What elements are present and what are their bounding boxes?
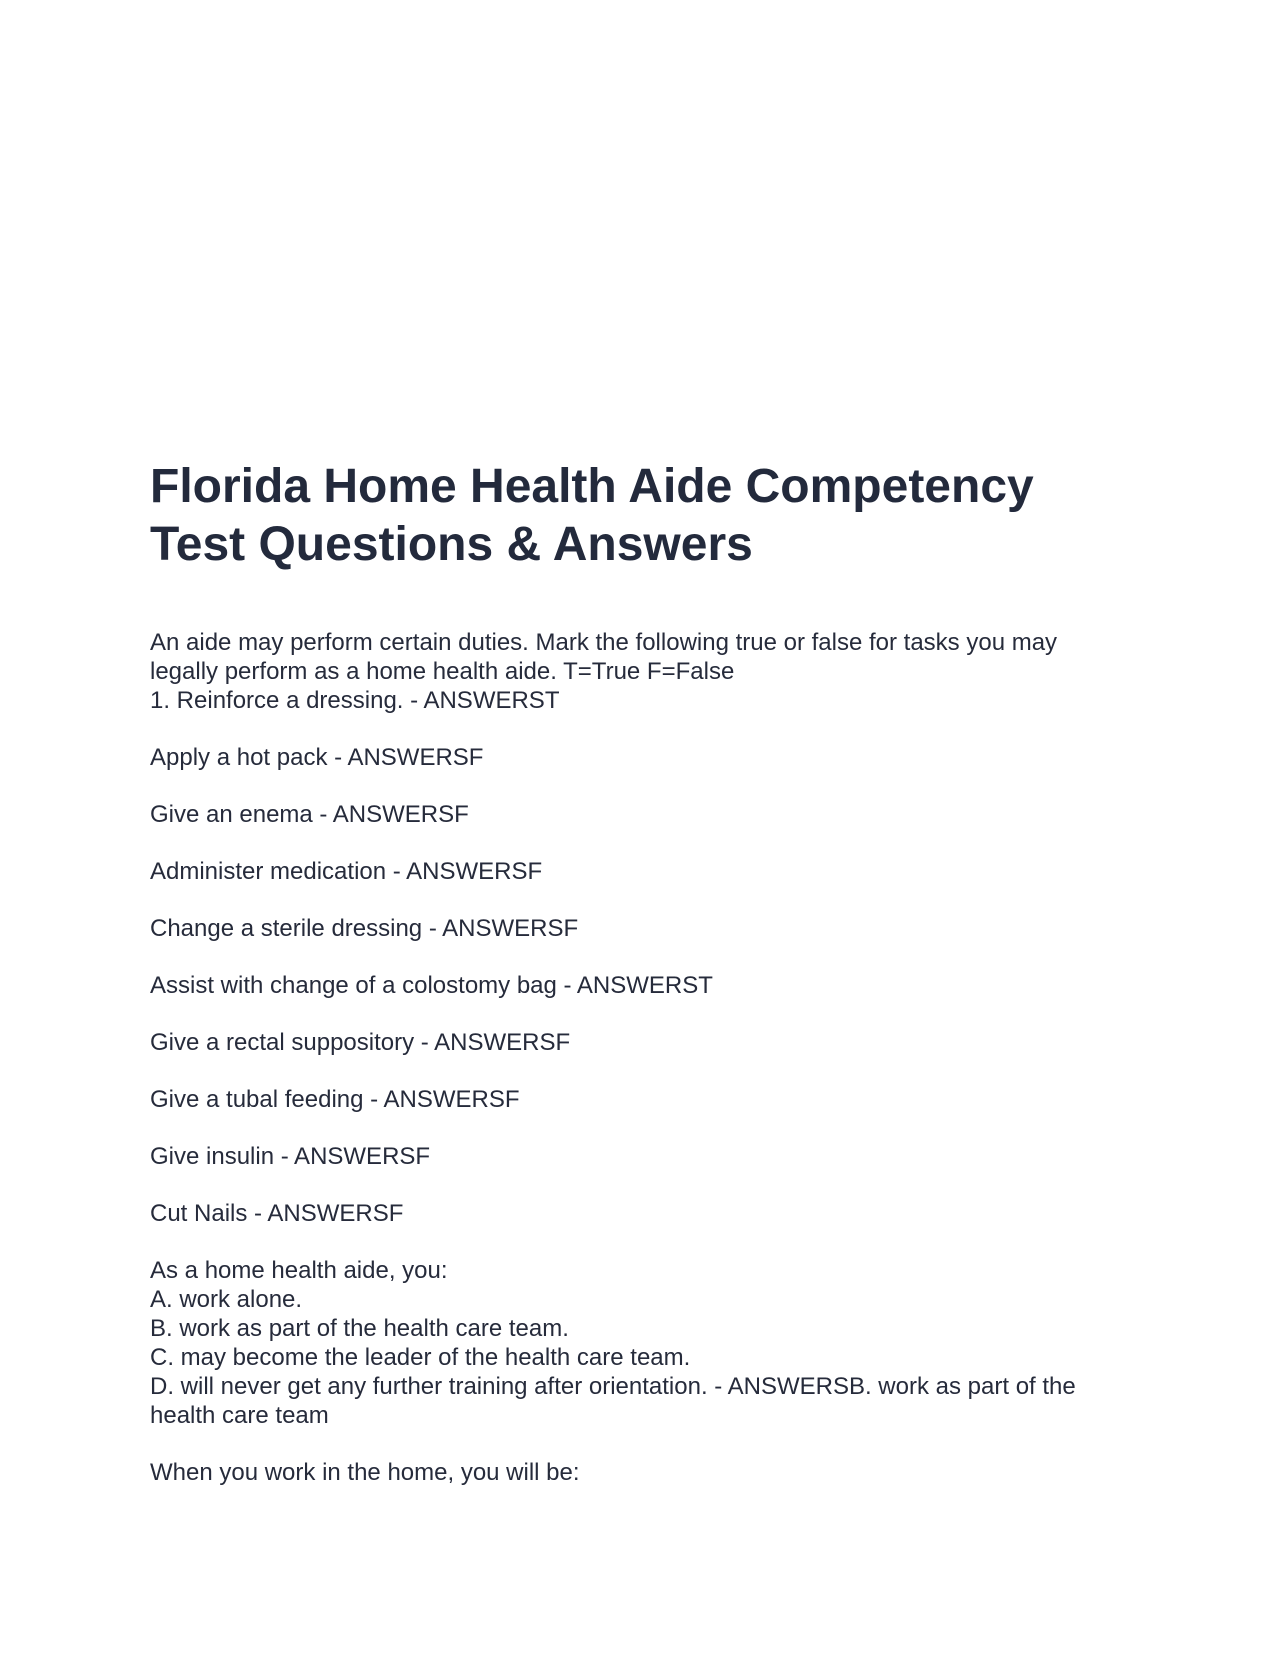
question-home [150,1458,1140,1487]
question-stem: When you work in the home, you will be: [150,1459,580,1486]
list-item: Give a tubal feeding - ANSWERSF [150,1086,520,1113]
list-item: Assist with change of a colostomy bag - ANSWERST [150,972,713,999]
title-line-2: Test Questions & Answers [150,518,753,571]
list-item: Apply a hot pack - ANSWERSF [150,744,484,771]
intro-answer-line: 1. Reinforce a dressing. - ANSWERST [150,687,560,714]
question-option-d-continued: health care team [150,1402,329,1429]
list-item: Cut Nails - ANSWERSF [150,1200,404,1227]
intro-paragraph [150,628,1140,715]
question-option-d: D. will never get any further training after orientation. - ANSWERSB. work as part of the [150,1373,1076,1400]
list-item: Administer medication - ANSWERSF [150,858,543,885]
question-stem: As a home health aide, you: [150,1257,448,1284]
question-option-a: A. work alone. [150,1286,303,1313]
title-line-1: Florida Home Health Aide Competency [150,460,1034,513]
document-body [150,628,1140,1487]
list-item: Give insulin - ANSWERSF [150,1143,431,1170]
intro-line: legally perform as a home health aide. T=True F=False [150,658,735,685]
intro-line: An aide may perform certain duties. Mark the following true or false for tasks you may [150,629,1058,656]
question-option-b: B. work as part of the health care team. [150,1315,569,1342]
question-team [150,1256,1140,1430]
list-item: Give a rectal suppository - ANSWERSF [150,1029,571,1056]
document-content [150,458,1140,1515]
list-item: Change a sterile dressing - ANSWERSF [150,915,579,942]
question-option-c: C. may become the leader of the health care team. [150,1344,691,1371]
list-item: Give an enema - ANSWERSF [150,801,469,828]
document-title [150,458,1140,574]
